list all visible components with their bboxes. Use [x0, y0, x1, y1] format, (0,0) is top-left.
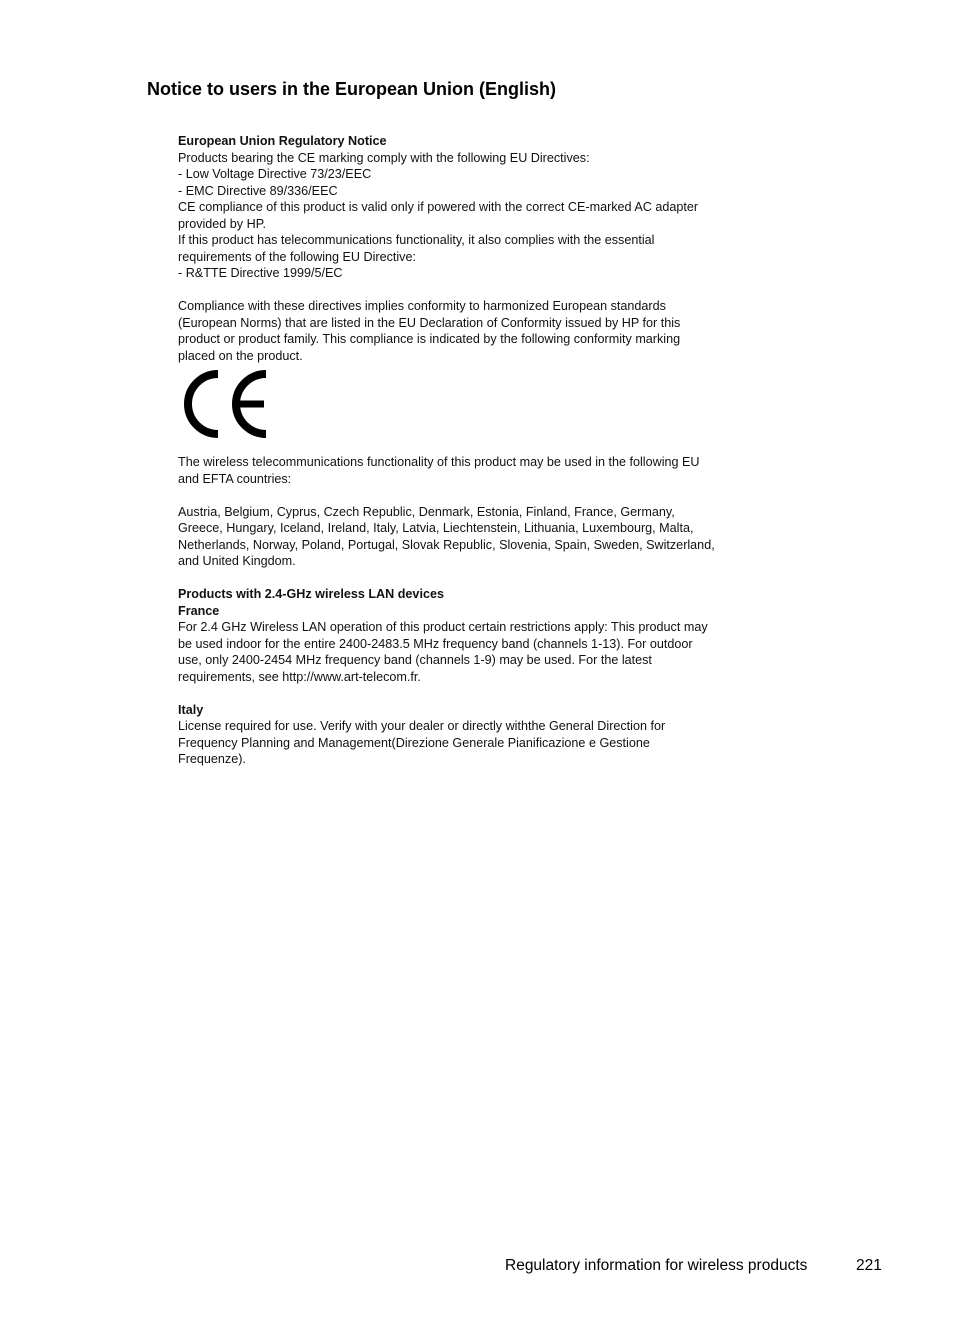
notice-title: European Union Regulatory Notice	[178, 134, 387, 148]
france-heading: France	[178, 603, 220, 618]
ce-compliance-text: CE compliance of this product is valid only if powered with the correct CE-marked AC adapter	[178, 200, 699, 214]
country-list: Netherlands, Norway, Poland, Portugal, Slovak Republic, Slovenia, Spain, Sweden, Switzerland,	[178, 537, 715, 552]
ce-compliance-text: provided by HP.	[178, 216, 266, 231]
notice-intro: Products bearing the CE marking comply with the following EU Directives:	[178, 150, 590, 165]
italy-text: Frequency Planning and Management(Direzione Generale Pianificazione e Gestione	[178, 735, 650, 750]
eu-regulatory-notice	[178, 133, 778, 768]
italy-text: License required for use. Verify with your dealer or directly withthe General Direction for	[178, 719, 666, 733]
country-list: and United Kingdom.	[178, 554, 296, 568]
directive-item: - EMC Directive 89/336/EEC	[178, 183, 338, 198]
footer-section-title: Regulatory information for wireless products	[505, 1257, 808, 1274]
country-list: Greece, Hungary, Iceland, Ireland, Italy, Latvia, Liechtenstein, Lithuania, Luxembourg, Malta,	[178, 521, 694, 535]
france-text: use, only 2400-2454 MHz frequency band (channels 1-9) may be used. For the latest	[178, 653, 652, 667]
directive-item: - Low Voltage Directive 73/23/EEC	[178, 167, 372, 181]
telecom-text: requirements of the following EU Directive:	[178, 249, 416, 264]
telecom-text: If this product has telecommunications functionality, it also complies with the essential	[178, 233, 655, 247]
page-heading: Notice to users in the European Union (English)	[147, 79, 557, 99]
france-text: be used indoor for the entire 2400-2483.5 MHz frequency band (channels 1-13). For outdoor	[178, 636, 693, 651]
france-text: requirements, see http://www.art-telecom.fr.	[178, 669, 421, 684]
spacer	[178, 487, 778, 504]
italy-heading: Italy	[178, 702, 204, 717]
spacer	[178, 570, 778, 587]
spacer	[178, 685, 778, 702]
wireless-text: The wireless telecommunications functionality of this product may be used in the following EU	[178, 455, 700, 469]
telecom-directive-item: - R&TTE Directive 1999/5/EC	[178, 266, 343, 280]
france-text: For 2.4 GHz Wireless LAN operation of this product certain restrictions apply: This product may	[178, 620, 708, 634]
compliance-text: (European Norms) that are listed in the EU Declaration of Conformity issued by HP for this	[178, 315, 681, 330]
compliance-text: Compliance with these directives implies conformity to harmonized European standards	[178, 299, 666, 313]
spacer	[178, 282, 778, 299]
country-list: Austria, Belgium, Cyprus, Czech Republic, Denmark, Estonia, Finland, France, Germany,	[178, 504, 675, 519]
compliance-text: placed on the product.	[178, 348, 303, 363]
lan-heading: Products with 2.4-GHz wireless LAN devices	[178, 587, 444, 601]
italy-text: Frequenze).	[178, 752, 246, 766]
page-number: 221	[856, 1257, 882, 1274]
ce-mark-icon	[182, 368, 272, 440]
wireless-text: and EFTA countries:	[178, 471, 292, 486]
compliance-text: product or product family. This compliance is indicated by the following conformity marking	[178, 332, 681, 346]
